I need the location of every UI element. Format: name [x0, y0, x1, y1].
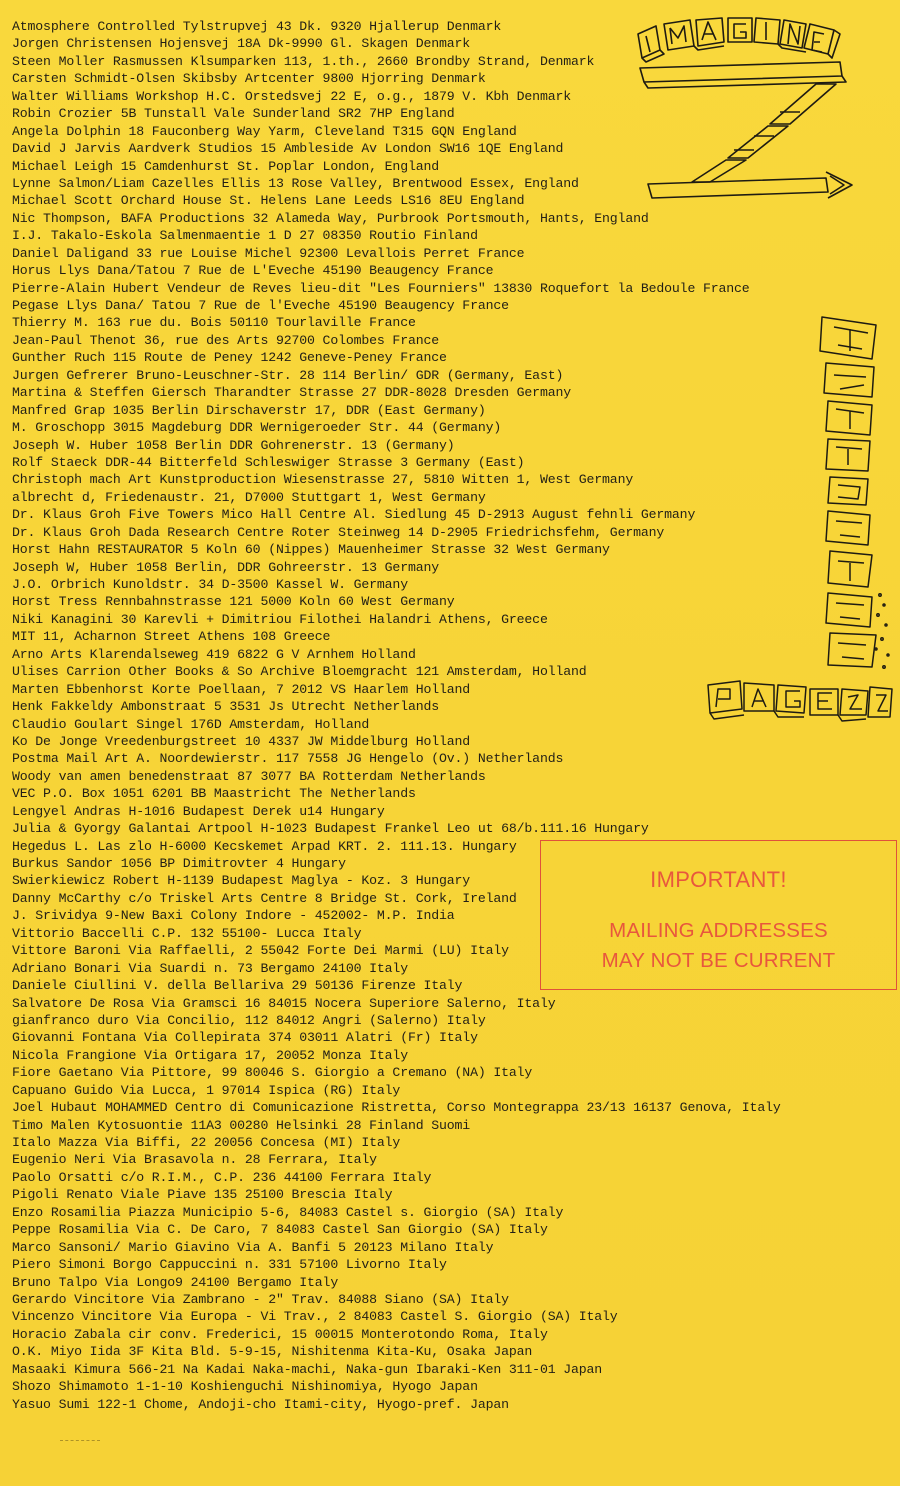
address-line: Hegedus L. Las zlo H-6000 Kecskemet Arpad KRT. 2. 111.13. Hungary — [12, 838, 517, 854]
address-line: Horacio Zabala cir conv. Frederici, 15 00015 Monterotondo Roma, Italy — [12, 1326, 548, 1342]
address-line: Dr. Klaus Groh Dada Research Centre Roter Steinweg 14 D-2905 Friedrichsfehm, Germany — [12, 524, 665, 540]
address-line: Vittorio Baccelli C.P. 132 55100- Lucca Italy — [12, 925, 362, 941]
address-line: Carsten Schmidt-Olsen Skibsby Artcenter 9800 Hjorring Denmark — [12, 71, 486, 87]
address-line: Atmosphere Controlled Tylstrupvej 43 Dk. 9320 Hjallerup Denmark — [12, 19, 502, 34]
address-line: Swierkiewicz Robert H-1139 Budapest Maglya - Koz. 3 Hungary — [12, 873, 471, 889]
address-line: Vittore Baroni Via Raffaelli, 2 55042 Forte Dei Marmi (LU) Italy — [12, 943, 509, 959]
address-line: Ulises Carrion Other Books & So Archive Bloemgracht 121 Amsterdam, Holland — [12, 664, 587, 680]
address-line: Italo Mazza Via Biffi, 22 20056 Concesa (MI) Italy — [12, 1135, 401, 1150]
address-line: Christoph mach Art Kunstproduction Wiesenstrasse 27, 5810 Witten 1, West Germany — [12, 472, 634, 488]
address-line: Masaaki Kimura 566-21 Na Kadai Naka-machi, Naka-gun Ibaraki-Ken 311-01 Japan — [12, 1361, 603, 1377]
address-line: Vincenzo Vincitore Via Europa - Vi Trav., 2 84083 Castel S. Giorgio (SA) Italy — [12, 1309, 618, 1325]
address-line: Julia & Gyorgy Galantai Artpool H-1023 Budapest Frankel Leo ut 68/b.111.16 Hungary — [12, 821, 649, 837]
address-line: Giovanni Fontana Via Collepirata 374 03011 Alatri (Fr) Italy — [12, 1030, 478, 1046]
address-line: Joseph W. Huber 1058 Berlin DDR Gohrenerstr. 13 (Germany) — [12, 437, 455, 453]
address-line: Steen Moller Rasmussen Klsumparken 113, 1.th., 2660 Brondby Strand, Denmark — [12, 53, 595, 69]
address-line: I.J. Takalo-Eskola Salmenmaentie 1 D 27 08350 Routio Finland — [12, 228, 478, 244]
address-line: Robin Crozier 5B Tunstall Vale Sunderland SR2 7HP England — [12, 106, 455, 122]
address-line: Arno Arts Klarendalseweg 419 6822 G V Arnhem Holland — [12, 646, 416, 662]
address-line: Marco Sansoni/ Mario Giavino Via A. Banfi 5 20123 Milano Italy — [12, 1239, 494, 1255]
address-line: Angela Dolphin 18 Fauconberg Way Yarm, Cleveland T315 GQN England — [12, 123, 517, 139]
address-line: Adriano Bonari Via Suardi n. 73 Bergamo 24100 Italy — [12, 960, 408, 976]
stamp-line-2: MAY NOT BE CURRENT — [601, 949, 836, 972]
address-line: Pierre-Alain Hubert Vendeur de Reves lieu-dit "Les Fourniers" 13830 Roquefort la Bedoule France — [12, 280, 750, 296]
address-line: MIT 11, Acharnon Street Athens 108 Greece — [12, 629, 331, 645]
address-line: Lynne Salmon/Liam Cazelles Ellis 13 Rose Valley, Brentwood Essex, England — [12, 175, 579, 191]
address-line: albrecht d, Friedenaustr. 21, D7000 Stuttgart 1, West Germany — [12, 489, 486, 505]
address-line: Marten Ebbenhorst Korte Poellaan, 7 2012 VS Haarlem Holland — [12, 681, 471, 697]
address-line: Henk Fakkeldy Ambonstraat 5 3531 Js Utrecht Netherlands — [12, 699, 440, 715]
address-line: Eugenio Neri Via Brasavola n. 28 Ferrara, Italy — [12, 1152, 377, 1168]
address-line: Woody van amen benedenstraat 87 3077 BA Rotterdam Netherlands — [12, 768, 486, 784]
address-line: Manfred Grap 1035 Berlin Dirschaverstr 17, DDR (East Germany) — [12, 402, 486, 418]
imagine-z-lettering — [630, 12, 860, 202]
participants-page-2-lettering — [700, 305, 895, 745]
address-line: Joseph W, Huber 1058 Berlin, DDR Gohreerstr. 13 Germany — [12, 559, 440, 575]
address-line: Jean-Paul Thenot 36, rue des Arts 92700 Colombes France — [12, 332, 440, 348]
address-line: Nic Thompson, BAFA Productions 32 Alameda Way, Purbrook Portsmouth, Hants, England — [12, 210, 649, 226]
stray-mark — [60, 1440, 100, 1444]
address-line: Fiore Gaetano Via Pittore, 99 80046 S. Giorgio a Cremano (NA) Italy — [12, 1065, 533, 1081]
address-line: Danny McCarthy c/o Triskel Arts Centre 8 Bridge St. Cork, Ireland — [12, 890, 517, 906]
address-line: Gunther Ruch 115 Route de Peney 1242 Geneve-Peney France — [12, 350, 447, 366]
address-line: Yasuo Sumi 122-1 Chome, Andoji-cho Itami-city, Hyogo-pref. Japan — [12, 1396, 509, 1412]
address-line: Martina & Steffen Giersch Tharandter Strasse 27 DDR-8028 Dresden Germany — [12, 385, 571, 401]
address-line: Pegase Llys Dana/ Tatou 7 Rue de l'Eveche 45190 Beaugency France — [12, 298, 509, 313]
address-line: Jurgen Gefrerer Bruno-Leuschner-Str. 28 114 Berlin/ GDR (Germany, East) — [12, 367, 564, 383]
address-line: Piero Simoni Borgo Cappuccini n. 331 57100 Livorno Italy — [12, 1257, 447, 1273]
address-line: Paolo Orsatti c/o R.I.M., C.P. 236 44100 Ferrara Italy — [12, 1169, 432, 1185]
address-line: J. Srividya 9-New Baxi Colony Indore - 452002- M.P. India — [12, 908, 455, 924]
address-line: Claudio Goulart Singel 176D Amsterdam, Holland — [12, 716, 370, 732]
address-line: Shozo Shimamoto 1-1-10 Koshienguchi Nishinomiya, Hyogo Japan — [12, 1379, 478, 1395]
address-line: Joel Hubaut MOHAMMED Centro di Comunicazione Ristretta, Corso Montegrappa 23/13 16137 Genova, Italy — [12, 1100, 781, 1116]
address-line: O.K. Miyo Iida 3F Kita Bld. 5-9-15, Nishitenma Kita-Ku, Osaka Japan — [12, 1344, 533, 1360]
important-notice-stamp — [540, 840, 897, 990]
address-line: Pigoli Renato Viale Piave 135 25100 Brescia Italy — [12, 1187, 393, 1203]
address-line: gianfranco duro Via Concilio, 112 84012 Angri (Salerno) Italy — [12, 1012, 486, 1028]
address-line: M. Groschopp 3015 Magdeburg DDR Wernigeroeder Str. 44 (Germany) — [12, 420, 502, 436]
address-line: Postma Mail Art A. Noordewierstr. 117 7558 JG Hengelo (Ov.) Netherlands — [12, 751, 564, 767]
address-line: Peppe Rosamilia Via C. De Caro, 7 84083 Castel San Giorgio (SA) Italy — [12, 1222, 548, 1238]
address-line: J.O. Orbrich Kunoldstr. 34 D-3500 Kassel W. Germany — [12, 577, 408, 592]
address-line: Niki Kanagini 30 Karevli + Dimitriou Filothei Halandri Athens, Greece — [12, 611, 548, 627]
address-line: Michael Leigh 15 Camdenhurst St. Poplar London, England — [12, 158, 440, 174]
stamp-line-1: MAILING ADDRESSES — [609, 919, 828, 942]
address-line: Bruno Talpo Via Longo9 24100 Bergamo Italy — [12, 1274, 339, 1290]
address-line: Timo Malen Kytosuontie 11A3 00280 Helsinki 28 Finland Suomi — [12, 1117, 471, 1133]
address-line: Enzo Rosamilia Piazza Municipio 5-6, 84083 Castel s. Giorgio (SA) Italy — [12, 1204, 564, 1220]
address-line: Gerardo Vincitore Via Zambrano - 2" Trav. 84088 Siano (SA) Italy — [12, 1291, 509, 1307]
address-line: Nicola Frangione Via Ortigara 17, 20052 Monza Italy — [12, 1047, 408, 1063]
address-line: Horus Llys Dana/Tatou 7 Rue de L'Eveche 45190 Beaugency France — [12, 263, 494, 279]
address-line: Burkus Sandor 1056 BP Dimitrovter 4 Hungary — [12, 856, 346, 871]
address-line: Horst Tress Rennbahnstrasse 121 5000 Koln 60 West Germany — [12, 594, 455, 610]
address-line: Michael Scott Orchard House St. Helens Lane Leeds LS16 8EU England — [12, 193, 525, 209]
address-line: Dr. Klaus Groh Five Towers Mico Hall Centre Al. Siedlung 45 D-2913 August fehnli Germany — [12, 507, 696, 523]
address-line: Daniel Daligand 33 rue Louise Michel 92300 Levallois Perret France — [12, 245, 525, 261]
address-line: Salvatore De Rosa Via Gramsci 16 84015 Nocera Superiore Salerno, Italy — [12, 995, 556, 1011]
address-line: Daniele Ciullini V. della Bellariva 29 50136 Firenze Italy — [12, 978, 463, 994]
address-line: Capuano Guido Via Lucca, 1 97014 Ispica (RG) Italy — [12, 1082, 401, 1098]
address-line: Thierry M. 163 rue du. Bois 50110 Tourlaville France — [12, 315, 416, 331]
address-line: Lengyel Andras H-1016 Budapest Derek u14 Hungary — [12, 803, 385, 819]
address-line: Ko De Jonge Vreedenburgstreet 10 4337 JW Middelburg Holland — [12, 733, 471, 749]
address-line: Jorgen Christensen Hojensvej 18A Dk-9990 Gl. Skagen Denmark — [12, 36, 471, 52]
address-line: VEC P.O. Box 1051 6201 BB Maastricht The Netherlands — [12, 786, 416, 802]
address-line: Walter Williams Workshop H.C. Orstedsvej 22 E, o.g., 1879 V. Kbh Denmark — [12, 88, 571, 104]
stamp-title: IMPORTANT! — [650, 867, 787, 892]
address-line: David J Jarvis Aardverk Studios 15 Ambleside Av London SW16 1QE England — [12, 141, 564, 157]
address-line: Horst Hahn RESTAURATOR 5 Koln 60 (Nippes) Mauenheimer Strasse 32 West Germany — [12, 542, 610, 558]
address-line: Rolf Staeck DDR-44 Bitterfeld Schleswiger Strasse 3 Germany (East) — [12, 454, 525, 470]
